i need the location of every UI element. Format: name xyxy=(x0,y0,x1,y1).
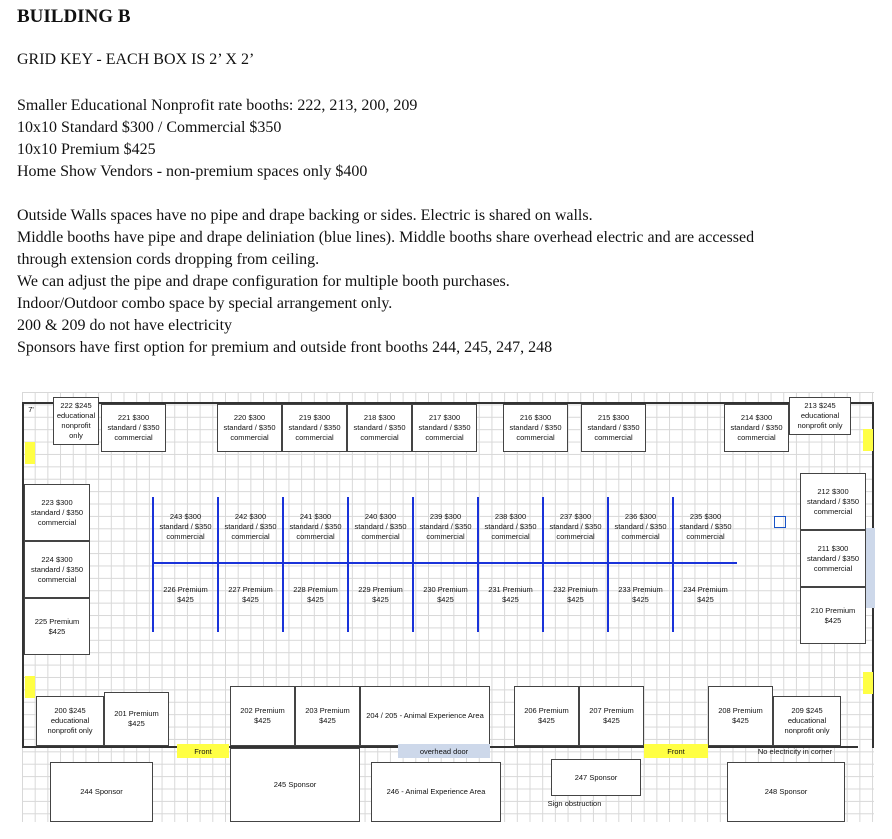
highlight-marker xyxy=(863,672,873,694)
booth-216-line: 216 $300 xyxy=(519,413,552,422)
booth-218-line: 218 $300 xyxy=(363,413,396,422)
booth-211[interactable] xyxy=(800,530,866,587)
booth-217-line: 217 $300 xyxy=(428,413,461,422)
booth-219-line: commercial xyxy=(295,433,334,442)
booth-224-line: commercial xyxy=(37,574,77,584)
note-line: Middle booths have pipe and drape deliniation (blue lines). Middle booths share overhead electric and are accessed xyxy=(17,229,755,246)
rate-line: Smaller Educational Nonprofit rate booths: 222, 213, 200, 209 xyxy=(17,97,418,114)
booth-230[interactable] xyxy=(414,582,477,608)
booth-235-line: commercial xyxy=(686,532,725,541)
booth-234-line: $425 xyxy=(697,595,714,604)
booth-239[interactable] xyxy=(414,510,477,544)
booth-240-line: standard / $350 xyxy=(354,522,407,531)
booth-239-line: 239 $300 xyxy=(429,512,462,521)
booth-236[interactable] xyxy=(609,510,672,544)
booth-233[interactable] xyxy=(609,582,672,608)
booth-224-line: 224 $300 xyxy=(41,554,73,564)
highlight-marker xyxy=(863,429,873,451)
booth-216-line: commercial xyxy=(516,433,555,442)
booth-227[interactable] xyxy=(219,582,282,608)
booth-213[interactable] xyxy=(789,397,851,435)
booth-217-line: standard / $350 xyxy=(418,423,471,432)
booth-202-line: 202 Premium xyxy=(240,706,285,715)
booth-237-line: commercial xyxy=(556,532,595,541)
notes-list xyxy=(17,205,754,359)
booth-241-line: standard / $350 xyxy=(289,522,342,531)
booth-225-line: 225 Premium xyxy=(34,616,80,626)
booth-200[interactable] xyxy=(36,696,104,746)
booth-242-line: standard / $350 xyxy=(224,522,277,531)
booth-200-line: educational xyxy=(50,716,90,725)
highlight-marker xyxy=(25,442,35,464)
booth-211-line: 211 $300 xyxy=(817,543,849,553)
floor-plan xyxy=(22,392,874,822)
booth-238-line: commercial xyxy=(491,532,530,541)
booth-246[interactable] xyxy=(371,762,501,822)
grid-key: GRID KEY - EACH BOX IS 2’ X 2’ xyxy=(17,51,255,68)
booth-239-line: commercial xyxy=(426,532,465,541)
booth-219-line: 219 $300 xyxy=(298,413,331,422)
booth-222-line: nonprofit xyxy=(61,421,91,430)
wall-panel xyxy=(865,528,875,608)
rate-line: Home Show Vendors - non-premium spaces only $400 xyxy=(17,163,368,180)
booth-235-line: 235 $300 xyxy=(689,512,722,521)
booth-229-line: $425 xyxy=(372,595,389,604)
booth-243-line: commercial xyxy=(166,532,205,541)
booth-231-line: 231 Premium xyxy=(488,585,533,594)
booth-228[interactable] xyxy=(284,582,347,608)
booth-224[interactable] xyxy=(24,541,90,598)
booth-245-line: 245 Sponsor xyxy=(273,780,317,789)
booth-206-line: 206 Premium xyxy=(524,706,569,715)
booth-222-line: 222 $245 xyxy=(60,401,92,410)
booth-241[interactable] xyxy=(284,510,347,544)
booth-236-line: standard / $350 xyxy=(614,522,667,531)
booth-214[interactable] xyxy=(724,404,789,452)
booth-209-line: educational xyxy=(787,716,827,725)
booth-237-line: 237 $300 xyxy=(559,512,592,521)
booth-226[interactable] xyxy=(154,582,217,608)
booth-234-line: 234 Premium xyxy=(683,585,728,594)
booth-239-line: standard / $350 xyxy=(419,522,472,531)
booth-218[interactable] xyxy=(347,404,412,452)
booth-230-line: $425 xyxy=(437,595,454,604)
booth-244-line: 244 Sponsor xyxy=(80,787,123,796)
booth-227-line: 227 Premium xyxy=(228,585,273,594)
booth-221[interactable] xyxy=(101,404,166,452)
booth-248-line: 248 Sponsor xyxy=(764,787,808,796)
booth-208-line: $425 xyxy=(732,716,749,725)
note-line: 200 & 209 do not have electricity xyxy=(17,317,233,334)
booth-220-line: 220 $300 xyxy=(233,413,266,422)
booth-221-line: standard / $350 xyxy=(107,423,160,432)
page-title: BUILDING B xyxy=(17,6,131,27)
booth-204-205[interactable] xyxy=(360,686,490,746)
booth-213-line: nonprofit only xyxy=(797,421,843,430)
corner-dimension: 7' xyxy=(28,404,34,414)
booth-214-line: 214 $300 xyxy=(740,413,773,422)
booth-248[interactable] xyxy=(727,762,845,822)
booth-234[interactable] xyxy=(674,582,737,608)
booth-215-line: 215 $300 xyxy=(597,413,630,422)
rates-list xyxy=(17,95,417,183)
booth-202-line: $425 xyxy=(254,716,271,725)
booth-233-line: $425 xyxy=(632,595,649,604)
booth-201-line: $425 xyxy=(128,719,145,728)
booth-203[interactable] xyxy=(295,686,360,746)
booth-211-line: standard / $350 xyxy=(806,553,860,563)
booth-212-line: commercial xyxy=(813,506,853,516)
note-line: We can adjust the pipe and drape configuration for multiple booth purchases. xyxy=(17,273,510,290)
sign-obstruction-note: Sign obstruction xyxy=(547,798,602,808)
booth-212[interactable] xyxy=(800,473,866,530)
booth-219-line: standard / $350 xyxy=(288,423,341,432)
booth-209[interactable] xyxy=(773,696,841,746)
booth-232-line: $425 xyxy=(567,595,584,604)
rate-line: 10x10 Premium $425 xyxy=(17,141,156,158)
booth-208[interactable] xyxy=(708,686,773,746)
booth-228-line: 228 Premium xyxy=(293,585,338,594)
booth-203-line: 203 Premium xyxy=(305,706,350,715)
booth-246-line: 246 - Animal Experience Area xyxy=(386,787,486,796)
booth-237[interactable] xyxy=(544,510,607,544)
booth-238-line: standard / $350 xyxy=(484,522,537,531)
booth-218-line: commercial xyxy=(360,433,399,442)
booth-242-line: 242 $300 xyxy=(234,512,267,521)
booth-226-line: 226 Premium xyxy=(163,585,208,594)
booth-222[interactable] xyxy=(53,397,99,445)
booth-201-line: 201 Premium xyxy=(114,709,159,718)
booth-215-line: standard / $350 xyxy=(587,423,640,432)
booth-229[interactable] xyxy=(349,582,412,608)
booth-200-line: 200 $245 xyxy=(54,706,86,715)
booth-221-line: commercial xyxy=(114,433,153,442)
booth-210-line: $425 xyxy=(824,615,842,625)
booth-237-line: standard / $350 xyxy=(549,522,602,531)
booth-243-line: standard / $350 xyxy=(159,522,212,531)
booth-203-line: $425 xyxy=(319,716,336,725)
booth-216[interactable] xyxy=(503,404,568,452)
booth-215[interactable] xyxy=(581,404,646,452)
booth-231[interactable] xyxy=(479,582,542,608)
booth-223-line: commercial xyxy=(37,517,77,527)
booth-210[interactable] xyxy=(800,587,866,644)
booth-211-line: commercial xyxy=(813,563,853,573)
note-line: Indoor/Outdoor combo space by special arrangement only. xyxy=(17,295,393,312)
booth-206-line: $425 xyxy=(538,716,555,725)
booth-215-line: commercial xyxy=(594,433,633,442)
booth-236-line: commercial xyxy=(621,532,660,541)
booth-232[interactable] xyxy=(544,582,607,608)
booth-236-line: 236 $300 xyxy=(624,512,657,521)
booth-245[interactable] xyxy=(230,748,360,822)
booth-241-line: commercial xyxy=(296,532,335,541)
booth-213-line: educational xyxy=(800,411,840,420)
booth-232-line: 232 Premium xyxy=(553,585,598,594)
booth-222-line: only xyxy=(69,431,83,440)
booth-207-line: $425 xyxy=(603,716,620,725)
booth-221-line: 221 $300 xyxy=(117,413,150,422)
booth-209-line: 209 $245 xyxy=(791,706,823,715)
booth-219[interactable] xyxy=(282,404,347,452)
booth-241-line: 241 $300 xyxy=(299,512,332,521)
booth-243-line: 243 $300 xyxy=(169,512,202,521)
booth-209-line: nonprofit only xyxy=(784,726,830,735)
booth-201[interactable] xyxy=(104,692,169,746)
highlight-marker xyxy=(25,676,35,698)
front-entrance-left: Front xyxy=(177,744,229,758)
no-electricity-note: No electricity in corner xyxy=(757,746,833,756)
booth-238-line: 238 $300 xyxy=(494,512,527,521)
booth-214-line: commercial xyxy=(737,433,776,442)
overhead-door: overhead door xyxy=(398,744,490,758)
booth-213-line: 213 $245 xyxy=(804,401,836,410)
booth-217[interactable] xyxy=(412,404,477,452)
booth-220[interactable] xyxy=(217,404,282,452)
booth-207[interactable] xyxy=(579,686,644,746)
booth-225[interactable] xyxy=(24,598,90,655)
booth-204-205-line: 204 / 205 - Animal Experience Area xyxy=(366,711,484,720)
rate-line: 10x10 Standard $300 / Commercial $350 xyxy=(17,119,282,136)
booth-220-line: standard / $350 xyxy=(223,423,276,432)
booth-217-line: commercial xyxy=(425,433,464,442)
booth-223[interactable] xyxy=(24,484,90,541)
booth-235[interactable] xyxy=(674,510,737,544)
booth-238[interactable] xyxy=(479,510,542,544)
booth-230-line: 230 Premium xyxy=(423,585,468,594)
booth-225-line: $425 xyxy=(48,626,66,636)
booth-222-line: educational xyxy=(56,411,96,420)
booth-206[interactable] xyxy=(514,686,579,746)
booth-244[interactable] xyxy=(50,762,153,822)
note-line: Outside Walls spaces have no pipe and drape backing or sides. Electric is shared on walls. xyxy=(17,207,593,224)
booth-214-line: standard / $350 xyxy=(730,423,783,432)
booth-247[interactable] xyxy=(551,759,641,796)
booth-242[interactable] xyxy=(219,510,282,544)
booth-240-line: 240 $300 xyxy=(364,512,397,521)
booth-210-line: 210 Premium xyxy=(810,605,856,615)
booth-231-line: $425 xyxy=(502,595,519,604)
booth-200-line: nonprofit only xyxy=(47,726,93,735)
booth-229-line: 229 Premium xyxy=(358,585,403,594)
booth-202[interactable] xyxy=(230,686,295,746)
booth-223-line: standard / $350 xyxy=(30,507,84,517)
booth-212-line: standard / $350 xyxy=(806,496,860,506)
booth-218-line: standard / $350 xyxy=(353,423,406,432)
booth-240[interactable] xyxy=(349,510,412,544)
booth-212-line: 212 $300 xyxy=(817,486,849,496)
booth-235-line: standard / $350 xyxy=(679,522,732,531)
booth-242-line: commercial xyxy=(231,532,270,541)
booth-207-line: 207 Premium xyxy=(589,706,634,715)
booth-227-line: $425 xyxy=(242,595,259,604)
booth-240-line: commercial xyxy=(361,532,400,541)
booth-223-line: 223 $300 xyxy=(41,497,73,507)
booth-208-line: 208 Premium xyxy=(718,706,763,715)
booth-224-line: standard / $350 xyxy=(30,564,84,574)
booth-228-line: $425 xyxy=(307,595,324,604)
booth-233-line: 233 Premium xyxy=(618,585,663,594)
front-entrance-right: Front xyxy=(644,744,708,758)
booth-243[interactable] xyxy=(154,510,217,544)
booth-216-line: standard / $350 xyxy=(509,423,562,432)
pipe-drape-horizontal[interactable] xyxy=(152,562,737,564)
booth-226-line: $425 xyxy=(177,595,194,604)
note-line: through extension cords dropping from ceiling. xyxy=(17,251,320,268)
checkbox-icon xyxy=(774,516,786,528)
booth-247-line: 247 Sponsor xyxy=(574,772,618,782)
booth-220-line: commercial xyxy=(230,433,269,442)
note-line: Sponsors have first option for premium and outside front booths 244, 245, 247, 248 xyxy=(17,339,553,356)
